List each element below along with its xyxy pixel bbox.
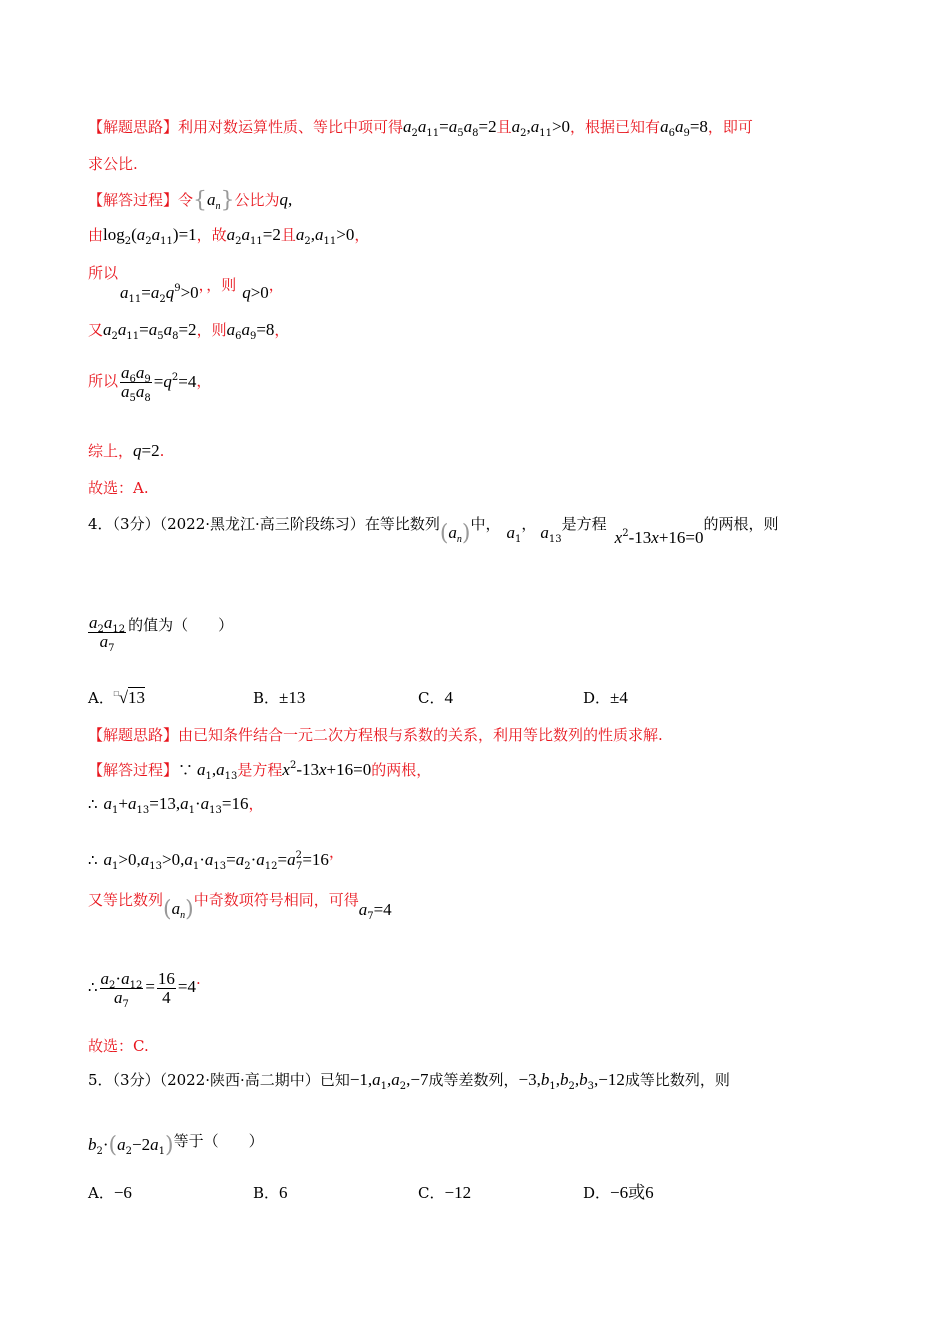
q3-process-line-3: 所以: [88, 264, 119, 282]
process-label: 【解答过程】: [88, 191, 179, 209]
question-number: 4．: [88, 515, 113, 533]
q4-stem-line-2: $\frac{a_2a_{12}}{a_7}$ 的值为（ ）: [89, 613, 234, 654]
q4-process-line-4: 又等比数列$(a_n)$中奇数项符号相同，可得$a_7=4$: [88, 891, 392, 922]
thinking-label: 【解题思路】: [88, 726, 179, 744]
question-source: （2022·黑龙江·高三阶段练习）: [159, 515, 365, 533]
q5-option-c[interactable]: C．−12: [418, 1183, 472, 1202]
q4-option-a[interactable]: A．□√13: [88, 688, 146, 707]
q5-stem-line-1: 5．（3分）（2022·陕西·高二期中）已知$-1,a_1,a_2,-7$成等差数列，$-3,b_1,b_2,b_3,-12$成等比数列，则: [88, 1070, 730, 1092]
q5-option-d[interactable]: D．−6或6: [583, 1183, 654, 1202]
q5-option-a[interactable]: A．−6: [88, 1183, 132, 1202]
formula: $a_2a_{11}=a_5a_8=2$: [403, 117, 497, 139]
q4-process-line-5: ∴ $\frac{a_2\cdot a_{12}}{a_7}$ = $\frac{16}{4}$ =4.: [88, 968, 201, 1010]
process-label: 【解答过程】: [88, 761, 179, 779]
q3-process-line-1: 【解答过程】令$\{a_n\}$公比为q,: [88, 188, 293, 213]
q4-process-line-3: ∴ $a_1>0,a_{13}>0,a_1\cdot a_{13}=a_2\cdot a_{12}=a^2_7=16$，: [88, 843, 344, 872]
question-score: （3分）: [112, 1071, 160, 1089]
q3-process-line-3-formula: $a_{11}=a_2q^9>0$，，则 q>0，: [120, 276, 284, 305]
q4-thinking: 【解题思路】由已知条件结合一元二次方程根与系数的关系，利用等比数列的性质求解.: [88, 726, 663, 744]
q4-stem-line-1: 4．（3分）（2022·黑龙江·高三阶段练习）在等比数列$(a_n)$中， $a_1$， $a_{13}$是方程$x^2-13x+16=0$的两根，则: [88, 515, 779, 547]
q3-process-line-2: 由$\log_2(a_2a_{11})=1$，故$a_2a_{11}=2$且$a_2,a_{11}>0$，: [88, 225, 370, 247]
q4-option-d[interactable]: D．±4: [583, 688, 628, 707]
question-source: （2022·陕西·高二期中）: [159, 1071, 320, 1089]
thinking-label: 【解题思路】: [88, 118, 179, 136]
question-number: 5．: [88, 1071, 113, 1089]
q3-process-line-5: 所以 $\frac{a_6a_9}{a_5a_8}$ $=q^2=4$，: [88, 363, 212, 404]
q4-option-c[interactable]: C．4: [418, 688, 453, 707]
q3-answer: 故选：A.: [88, 479, 149, 497]
q3-thinking-line-2: 求公比.: [88, 155, 138, 173]
q3-process-line-6: 综上，q=2.: [88, 441, 165, 460]
q4-process-line-1: 【解答过程】∵ $a_1,a_{13}$是方程$x^2-13x+16=0$的两根，: [88, 760, 432, 782]
q3-thinking-line-1: 【解题思路】利用对数运算性质、等比中项可得$a_2a_{11}=a_5a_8=2$且$a_2,a_{11}>0$，根据已知有$a_6a_9=8$，即可: [88, 117, 753, 139]
q4-answer: 故选：C.: [88, 1037, 149, 1055]
q4-process-line-2: ∴ $a_1+a_{13}=13,a_1\cdot a_{13}=16$，: [88, 794, 264, 816]
q4-option-b[interactable]: B．±13: [253, 688, 306, 707]
question-score: （3分）: [112, 515, 160, 533]
q5-stem-line-2: $b_2\cdot(a_2-2a_1)$等于（ ）: [88, 1132, 264, 1158]
q5-option-b[interactable]: B．6: [253, 1183, 288, 1202]
q3-process-line-4: 又$a_2a_{11}=a_5a_8=2$，则$a_6a_9=8$，: [88, 320, 290, 342]
